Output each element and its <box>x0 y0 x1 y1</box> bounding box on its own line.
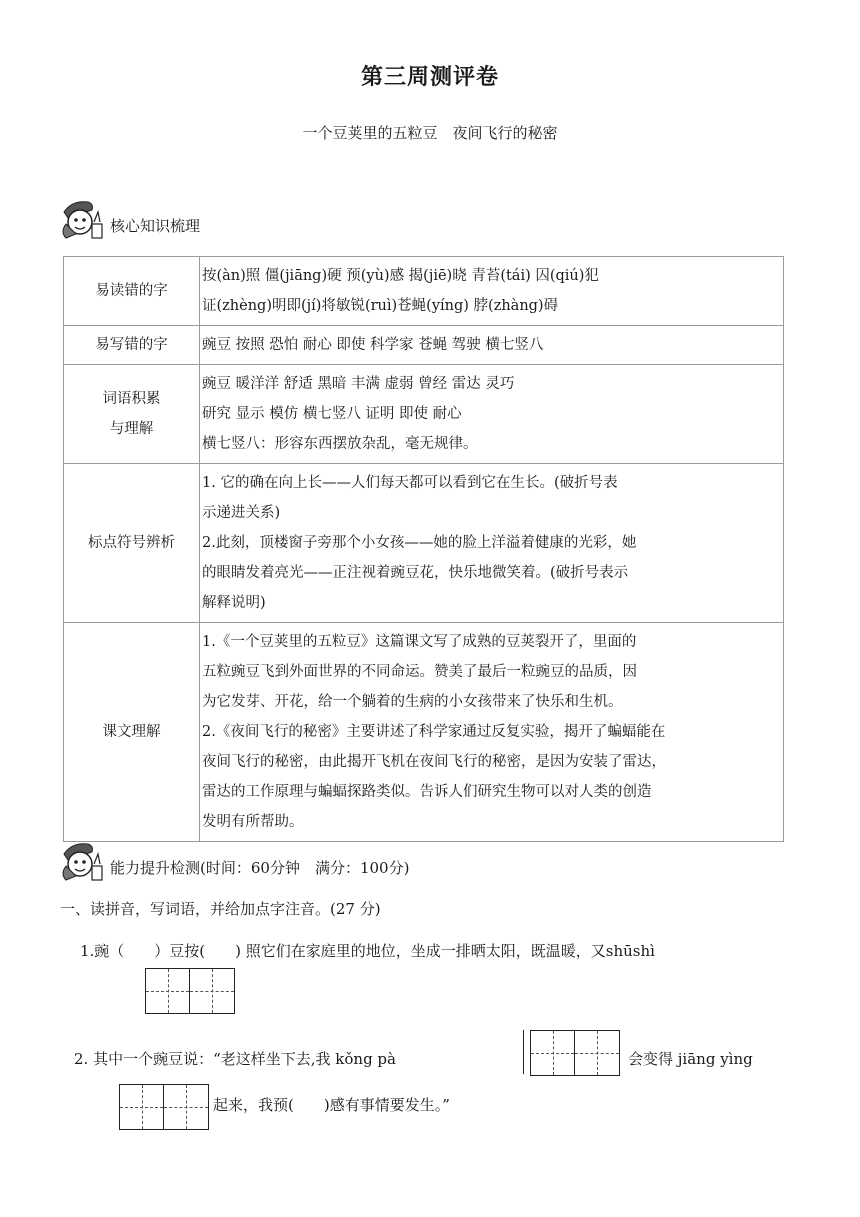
content-line: 2.此刻，顶楼窗子旁那个小女孩——她的脸上洋溢着健康的光彩，她 <box>202 535 637 551</box>
row-content <box>200 623 784 842</box>
row-label-text: 与理解 <box>109 421 154 437</box>
section-heading-text: 核心知识梳理 <box>110 217 201 235</box>
table-row <box>64 326 784 365</box>
row-label <box>64 257 200 326</box>
table-row <box>64 464 784 623</box>
divider <box>523 1030 524 1074</box>
row-label-text: 易读错的字 <box>95 283 168 299</box>
row-content <box>200 326 784 365</box>
content-line: 夜间飞行的秘密，由此揭开飞机在夜间飞行的秘密，是因为安装了雷达， <box>202 754 666 770</box>
content-line: 证(zhèng)明即(jí)将敏锐(ruì)苍蝇(yíng) 脖(zhàng)碍 <box>202 298 559 314</box>
question-item-2a: 2. 其中一个豌豆说：“老这样坐下去,我 kǒng pà <box>74 1050 396 1068</box>
row-label <box>64 623 200 842</box>
content-line: 雷达的工作原理与蝙蝠探路类似。告诉人们研究生物可以对人类的创造 <box>202 784 652 800</box>
content-line: 解释说明) <box>202 595 266 611</box>
section-heading-text: 能力提升检测(时间：60分钟 满分：100分) <box>110 859 410 877</box>
table-row <box>64 365 784 464</box>
content-line: 2.《夜间飞行的秘密》主要讲述了科学家通过反复实验，揭开了蝙蝠能在 <box>202 724 666 740</box>
content-line: 按(àn)照 僵(jiāng)硬 预(yù)感 揭(jiē)晓 青苔(tái) 囚(qiú)犯 <box>202 268 599 284</box>
answer-grid-3[interactable] <box>119 1084 209 1130</box>
row-content <box>200 464 784 623</box>
question-item-2c: 起来，我预( )感有事情要发生。” <box>213 1096 450 1114</box>
row-content <box>200 365 784 464</box>
answer-cell[interactable] <box>164 1085 208 1129</box>
answer-cell[interactable] <box>575 1031 619 1075</box>
answer-cell[interactable] <box>531 1031 575 1075</box>
content-line: 示递进关系) <box>202 505 281 521</box>
row-label <box>64 365 200 464</box>
content-line: 为它发芽、开花，给一个躺着的生病的小女孩带来了快乐和生机。 <box>202 694 623 710</box>
table-row <box>64 623 784 842</box>
content-line: 五粒豌豆飞到外面世界的不同命运。赞美了最后一粒豌豆的品质，因 <box>202 664 637 680</box>
section-heading-test <box>58 840 409 882</box>
row-label <box>64 464 200 623</box>
row-label-text: 词语积累 <box>102 391 161 407</box>
content-line: 1. 它的确在向上长——人们每天都可以看到它在生长。(破折号表 <box>202 475 618 491</box>
cartoon-student-icon <box>58 840 116 882</box>
answer-cell[interactable] <box>190 969 234 1013</box>
content-line: 豌豆 暖洋洋 舒适 黑暗 丰满 虚弱 曾经 雷达 灵巧 <box>202 376 515 392</box>
question-title: 一、读拼音，写词语，并给加点字注音。(27 分) <box>60 900 381 918</box>
page-title: 第三周测评卷 <box>360 64 499 90</box>
answer-cell[interactable] <box>146 969 190 1013</box>
row-content <box>200 257 784 326</box>
table-row <box>64 257 784 326</box>
answer-cell[interactable] <box>120 1085 164 1129</box>
page-subtitle: 一个豆荚里的五粒豆 夜间飞行的秘密 <box>302 124 558 142</box>
row-label-text: 课文理解 <box>102 724 161 740</box>
cartoon-student-icon <box>58 198 116 240</box>
question-item-2b: 会变得 jiāng yìng <box>628 1050 753 1068</box>
knowledge-table <box>63 256 784 842</box>
content-line: 的眼睛发着亮光——正注视着豌豆花，快乐地微笑着。(破折号表示 <box>202 565 629 581</box>
row-label-text: 标点符号辨析 <box>88 535 175 551</box>
answer-grid-1[interactable] <box>145 968 235 1014</box>
content-line: 豌豆 按照 恐怕 耐心 即使 科学家 苍蝇 驾驶 横七竖八 <box>202 337 544 353</box>
row-label <box>64 326 200 365</box>
question-item-1: 1.豌（ ）豆按( ) 照它们在家庭里的地位，坐成一排晒太阳，既温暖，又shūshì <box>80 942 655 960</box>
section-heading-knowledge <box>58 198 200 240</box>
content-line: 1.《一个豆荚里的五粒豆》这篇课文写了成熟的豆荚裂开了，里面的 <box>202 634 637 650</box>
answer-grid-2[interactable] <box>530 1030 620 1076</box>
content-line: 横七竖八：形容东西摆放杂乱，毫无规律。 <box>202 436 478 452</box>
row-label-text: 易写错的字 <box>95 337 168 353</box>
content-line: 研究 显示 模仿 横七竖八 证明 即使 耐心 <box>202 406 462 422</box>
content-line: 发明有所帮助。 <box>202 814 304 830</box>
